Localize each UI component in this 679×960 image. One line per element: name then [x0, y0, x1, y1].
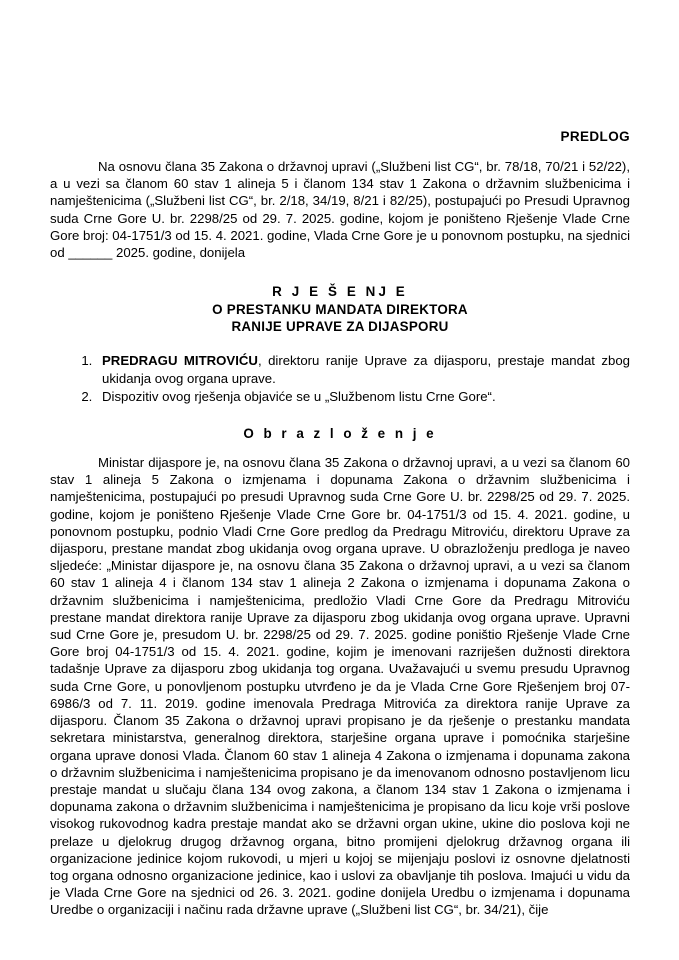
list-item [96, 388, 630, 405]
explanation-heading: O b r a z l o ž e n j e [243, 426, 437, 442]
intro-paragraph: Na osnovu člana 35 Zakona o državnoj upravi („Službeni list CG“, br. 78/18, 70/21 i 52/22), a u vezi sa članom 60 stav 1 alineja 5 i članom 134 stav 1 Zakona o državnim službenicima i namještenicima („Službeni list CG“, br. 2/18, 34/19, 8/21 i 82/25), postupajući po Presudi Upravnog suda Crne Gore U. br. 2298/25 od 29. 7. 2025. godine, kojom je poništeno Rješenje Vlade Crne Gore broj: 04-1751/3 od 15. 4. 2021. godine, Vlada Crne Gore je u ponovnom postupku, na sjednici od ______ 2025. godine, donijela [50, 159, 630, 261]
document-header-label: PREDLOG [560, 129, 630, 144]
list-item [96, 352, 630, 386]
decision-title-line-1: R J E Š E NJ E [272, 284, 408, 300]
list-item-text: , direktoru ranije Uprave za dijasporu, prestaje mandat zbog ukidanja ovog organa uprave. [102, 353, 631, 386]
decision-title-block [50, 283, 630, 335]
explanation-paragraph: Ministar dijaspore je, na osnovu člana 35 Zakona o državnoj upravi, a u vezi sa članom 60 stav 1 alineja 5 Zakona o izmjenama i dopunama Zakona o državnim službenicima i namještenicima, postupajući po presudi Upravnog suda Crne Gore U. br. 2298/25 od 29. 7. 2025. godine, kojom je poništeno Rješenje Vlade Crne Gore br. 04-1751/3 od 15. 4. 2021. godine, u ponovnom postupku, podnio Vladi Crne Gore predlog da Predragu Mitroviću, direktoru Uprave za dijasporu, prestane mandat zbog ukidanja ovog organa uprave. U obrazloženju predloga je naveo sljedeće: „Ministar dijaspore je, na osnovu člana 35 Zakona o državnoj upravi, a u vezi sa članom 60 stav 1 alineja 4 i članom 134 stav 1 alineja 2 Zakona o izmjenama i dopunama Zakona o državnim službenicima i namještenicima, predložio Vladi Crne Gore da Predragu Mitroviću prestane mandat direktora ranije Uprave za dijasporu zbog ukidanja ovog organa uprave. Upravni sud Crne Gore je, presudom U. br. 2298/25 od 29. 7. 2025. godine poništio Rješenje Vlade Crne Gore broj 04-1751/3 od 15. 4. 2021. godine, kojim je imenovani razriješen dužnosti direktora tadašnje Uprave za dijasporu zbog ukidanja tog organa. Uvažavajući u svemu presudu Upravnog suda Crne Gore, u ponovljenom postupku utvrđeno je da je Vlada Crne Gore Rješenjem broj 07-6986/3 od 7. 11. 2019. godine imenovala Predraga Mitrovića za direktora ranije Uprave za dijasporu. Članom 35 Zakona o državnoj upravi propisano je da rješenje o prestanku mandata sekretara ministarstva, generalnog direktora, starješine organa uprave i pomoćnika starješine organa uprave donosi Vlada. Članom 60 stav 1 alineja 4 Zakona o izmjenama i dopunama zakona o državnim službenicima i namještenicima propisano je da imenovanom odnosno postavljenom licu prestaje mandat u slučaju člana 134 ovog zakona, a članom 134 stav 1 Zakona o izmjenama i dopunama zakona o državnim službenicima i namještenicima je propisano da licu koje vrši poslove visokog rukovodnog kadra prestaje mandat ako se državni organ ukine, ukine dio poslova koji ne prelaze u djelokrug drugog državnog organa, bitno promijeni djelokrug državnog organa ili organizacione jedinice kojom rukovodi, u mjeri u kojoj se mijenjaju poslovi iz osnovne djelatnosti tog organa odnosno organizacione jedinice, kao i uslovi za obavljanje tih poslova. Imajući u vidu da je Vlada Crne Gore na sjednici od 26. 3. 2021. godine donijela Uredbu o izmjenama i dopunama Uredbe o organizaciji i načinu rada državne uprave („Službeni list CG“, br. 34/21), čije [50, 455, 630, 918]
list-item-text: Dispozitiv ovog rješenja objaviće se u „Službenom listu Crne Gore“. [102, 388, 496, 404]
decision-list [50, 352, 630, 405]
decision-title-line-3: RANIJE UPRAVE ZA DIJASPORU [231, 319, 449, 335]
list-item-bold-lead: PREDRAGU MITROVIĆU [102, 353, 258, 369]
decision-title-line-2: O PRESTANKU MANDATA DIREKTORA [212, 301, 468, 317]
